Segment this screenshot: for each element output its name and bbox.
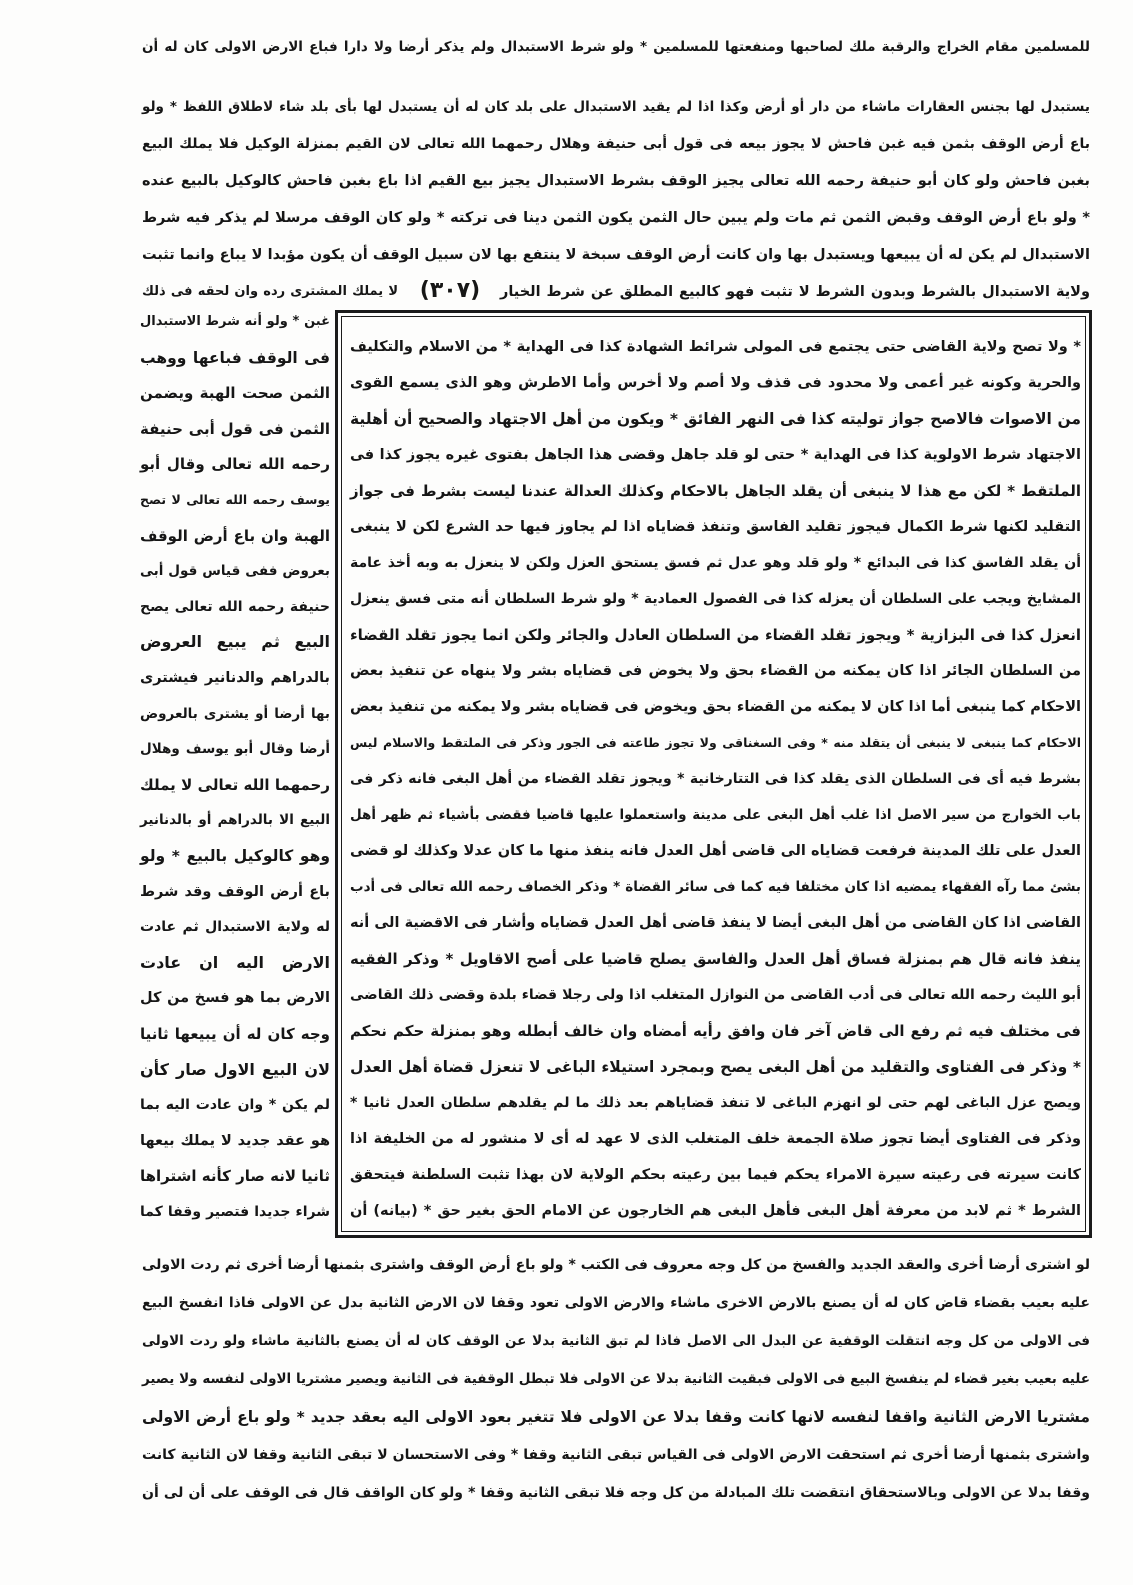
top-line-right-part: ولاية الاستبدال بالشرط وبدون الشرط لا تثبت فهو كالبيع المطلق عن شرط الخيار [500,284,1090,300]
boxed-line: المشايخ ويجب على السلطان أن يعزله كذا فى الفصول العمادية * ولو شرط السلطان أنه متى فسق ينعزل [350,591,1081,607]
boxed-line: الملتقط * لكن مع هذا لا ينبغى أن يقلد الجاهل بالاحكام وكذلك العدالة عندنا ليست بشرط فى جواز [350,482,1081,500]
boxed-line: القاضى اذا كان القاضى من أهل البغى أيضا لا ينفذ قاضى أهل العدل قضاياه وأشار فى الاقضية الى أنه [350,915,1081,931]
side-column-line: وجه كان له أن يبيعها ثانيا [140,1025,330,1043]
side-column-line: شراء جديدا فتصير وقفا كما [140,1204,330,1220]
boxed-line: من السلطان الجائر اذا كان يمكنه من القضاء بحق ولا يخوض فى قضاياه بشر ولا ينهاه عن تنفيذ بعض [350,663,1081,679]
boxed-line: انعزل كذا فى البزازية * ويجوز تقلد القضاء من السلطان العادل والجائر ولكن انما يجوز تقلد القضاء [350,626,1081,644]
boxed-line: وذكر فى الفتاوى أيضا تجوز صلاة الجمعة خلف المتغلب الذى لا عهد له أى لا منشور له من الخليفة اذا [350,1131,1081,1147]
page-number: (٣٠٧) [419,278,481,303]
side-column-line: الارض بما هو فسخ من كل [140,990,330,1006]
boxed-line: ويصح عزل الباغى لهم حتى لو انهزم الباغى لا تنفذ قضاياهم بعد ذلك ما لم يقلدهم سلطان العدل ثانيا * [350,1095,1081,1111]
side-column-line: الثمن فى قول أبى حنيفة [140,420,330,438]
side-column-line: البيع ثم يبيع العروض [140,632,330,651]
boxed-line: التقليد لكنها شرط الكمال فيجوز تقليد الفاسق وتنفذ قضاياه اذا لم يجاوز فيها حد الشرع لكن لا ينبغى [350,519,1081,535]
side-column-line: رحمه الله تعالى وقال أبو [140,455,330,473]
boxed-line: الاجتهاد شرط الاولوية كذا فى الهداية * حتى لو قلد جاهل وقضى هذا الجاهل بفتوى غيره يجوز كذا فى [350,447,1081,463]
top-line: يستبدل لها بجنس العقارات ماشاء من دار أو أرض وكذا اذا لم يقيد الاستبدال على بلد كان له أن يستبدل لها بأى بلد شاء لاطلاق اللفظ * ولو [142,99,1090,115]
side-column-line: باع أرض الوقف وقد شرط [140,884,330,900]
side-column-line: فى الوقف فباعها ووهب [140,349,330,367]
top-line: الاستبدال لم يكن له أن يبيعها ويستبدل بها وان كانت أرض الوقف سبخة لا ينتفع بها لان سبيل الوقف أن يكون مؤبدا لا يباع وانما تثبت [142,247,1090,263]
side-column-line: يوسف رحمه الله تعالى لا تصح [140,492,330,507]
bottom-line: فى الاولى من كل وجه انتقلت الوقفية عن البدل الى الاصل فاذا لم تبق الثانية بدلا عن الوقف كان له أن يصنع بالثانية ماشاء ولو ردت الاولى [142,1333,1090,1349]
side-column-line: لم يكن * وان عادت اليه بما [140,1097,330,1113]
top-text-block [142,0,1090,310]
side-column-line: لان البيع الاول صار كأن [140,1060,330,1079]
bottom-line: عليه بعيب بقضاء قاض كان له أن يصنع بالارض الاخرى ماشاء والارض الاولى تعود وقفا لان الارض الثانية بدل عن الاولى فاذا انفسخ البيع [142,1295,1090,1311]
side-column-line: البيع الا بالدراهم أو بالدنانير [140,812,330,828]
side-column-line: ثانيا لانه صار كأنه اشتراها [140,1167,330,1185]
side-column-line: أرضا وقال أبو يوسف وهلال [140,741,330,757]
boxed-line: بشئ مما رآه الفقهاء يمضيه اذا كان مختلفا فيه كما فى سائر القضاة * وذكر الخصاف رحمه الله تعالى فى أدب [350,879,1081,895]
top-line: بغبن فاحش ولو كان أبو حنيفة رحمه الله تعالى يجيز الوقف بشرط الاستبدال يجيز بيع القيم اذا باع بغبن فاحش كالوكيل بالبيع عنده [142,173,1090,189]
boxed-line: كانت سيرته فى رعيته سيرة الامراء يحكم فيما بين رعيته بحكم الولاية لان بهذا تثبت السلطنة فيتحقق [350,1167,1081,1183]
side-column-line: الارض اليه ان عادت [140,953,330,972]
boxed-line: والحرية وكونه غير أعمى ولا محدود فى قذف ولا أصم ولا أخرس وأما الاطرش وهو الذى يسمع القوى [350,375,1081,391]
boxed-line: الاحكام كما ينبغى أما اذا كان لا يمكنه من القضاء بحق ويخوض فى قضاياه بشر ولا يمكنه من تنفيذ بعض [350,699,1081,715]
side-column-line: غبن * ولو أنه شرط الاستبدال [140,314,330,329]
top-line: للمسلمين مقام الخراج والرقبة ملك لصاحبها ومنفعتها للمسلمين * ولو شرط الاستبدال ولم يذكر أرضا ولا دارا فباع الارض الاولى كان له أن [142,39,1090,55]
boxed-line: ينفذ فانه قال هم بمنزلة فساق أهل العدل والفاسق يصلح قاضيا على أصح الاقاويل * وذكر الفقيه [350,950,1081,968]
side-column-line: بعروض ففى قياس قول أبى [140,563,330,579]
top-line: * ولو باع أرض الوقف وقبض الثمن ثم مات ولم يبين حال الثمن يكون الثمن دينا فى تركته * ولو كان الوقف مرسلا لم يذكر فيه شرط [142,210,1090,226]
side-column-line: بها أرضا أو يشترى بالعروض [140,706,330,722]
side-column-line: بالدراهم والدنانير فيشترى [140,670,330,686]
top-line: باع أرض الوقف بثمن فيه غبن فاحش لا يجوز بيعه فى قول أبى حنيفة وهلال رحمهما الله تعالى لان القيم بمنزلة الوكيل فلا يملك البيع [142,136,1090,152]
bottom-line: مشتريا الارض الثانية واقفا لنفسه لانها كانت وقفا بدلا عن الاولى فلا تتغير بعود الاولى اليه بعقد جديد * ولو باع أرض الاولى [142,1408,1090,1426]
side-column-line: هو عقد جديد لا يملك بيعها [140,1133,330,1149]
top-line-left-part: لا يملك المشترى رده وان لحقه فى ذلك [142,284,398,299]
boxed-line: فى مختلف فيه ثم رفع الى قاض آخر فان وافق رأيه أمضاه وان خالف أبطله وهو بمنزلة حكم نحكم [350,1022,1081,1040]
bottom-line: وقفا بدلا عن الاولى وبالاستحقاق انتقضت تلك المبادلة من كل وجه فلا تبقى الثانية وقفا * ولو كان الواقف قال فى الوقف على أن لى أن [142,1485,1090,1501]
bordered-text-box [335,310,1092,1238]
side-column-line: له ولاية الاستبدال ثم عادت [140,919,330,935]
boxed-line: أبو الليث رحمه الله تعالى فى أدب القاضى من النوازل المتغلب اذا ولى رجلا قضاء بلدة وقضى ذلك القاضى [350,987,1081,1003]
bottom-line: عليه بعيب بغير قضاء لم ينفسخ البيع فى الاولى فبقيت الثانية بدلا عن الاولى فلا تبطل الوقفية فى الثانية ويصير مشتريا الاولى لنفسه ولا يصير [142,1371,1090,1387]
bottom-text-block [142,1250,1090,1520]
bottom-line: لو اشترى أرضا أخرى والعقد الجديد والفسخ من كل وجه معروف فى الكتب * ولو باع أرض الوقف واشترى بثمنها أرضا أخرى ثم ردت الاولى [142,1257,1090,1273]
boxed-line: أن يقلد الفاسق كذا فى البدائع * ولو قلد وهو عدل ثم فسق يستحق العزل ولكن لا ينعزل به وبه أخذ عامة [350,555,1081,571]
boxed-line: باب الخوارج من سير الاصل اذا غلب أهل البغى على مدينة واستعملوا عليها قاضيا فقضى بأشياء ثم ظهر أهل [350,807,1081,823]
boxed-line: بشرط فيه أى فى السلطان الذى يقلد كذا فى التتارخانية * ويجوز تقلد القضاء من أهل البغى فانه ذكر فى [350,771,1081,787]
side-column-line: الثمن صحت الهبة ويضمن [140,384,330,402]
boxed-line: * وذكر فى الفتاوى والتقليد من أهل البغى يصح وبمجرد استيلاء الباغى لا تنعزل قضاة أهل العدل [350,1058,1081,1076]
boxed-line: الشرط * ثم لابد من معرفة أهل البغى فأهل البغى هم الخارجون عن الامام الحق بغير حق * (بيانه) أن [350,1203,1081,1219]
boxed-line: * ولا تصح ولاية القاضى حتى يجتمع فى المولى شرائط الشهادة كذا فى الهداية * من الاسلام والتكليف [350,339,1081,355]
side-column-line: حنيفة رحمه الله تعالى يصح [140,599,330,615]
bottom-line: واشترى بثمنها أرضا أخرى ثم استحقت الارض الاولى فى القياس تبقى الثانية وقفا * وفى الاستحسان لا تبقى الثانية وقفا لان الثانية كانت [142,1447,1090,1463]
boxed-line: الاحكام كما ينبغى لا ينبغى أن يتقلد منه * وفى السغناقى ولا تجوز طاعته فى الجور وذكر فى الملتقط والاسلام ليس [350,735,1081,750]
boxed-line: العدل على تلك المدينة فرفعت قضاياه الى قاضى أهل العدل فانه ينفذ منها ما كان عدلا وكذلك لو قضى [350,843,1081,859]
side-column-line: رحمهما الله تعالى لا يملك [140,776,330,794]
boxed-line: من الاصوات فالاصح جواز توليته كذا فى النهر الفائق * ويكون من أهل الاجتهاد والصحيح أن أهلية [350,410,1081,428]
side-column [140,307,330,1237]
side-column-line: الهبة وان باع أرض الوقف [140,527,330,545]
side-column-line: وهو كالوكيل بالبيع * ولو [140,847,330,865]
